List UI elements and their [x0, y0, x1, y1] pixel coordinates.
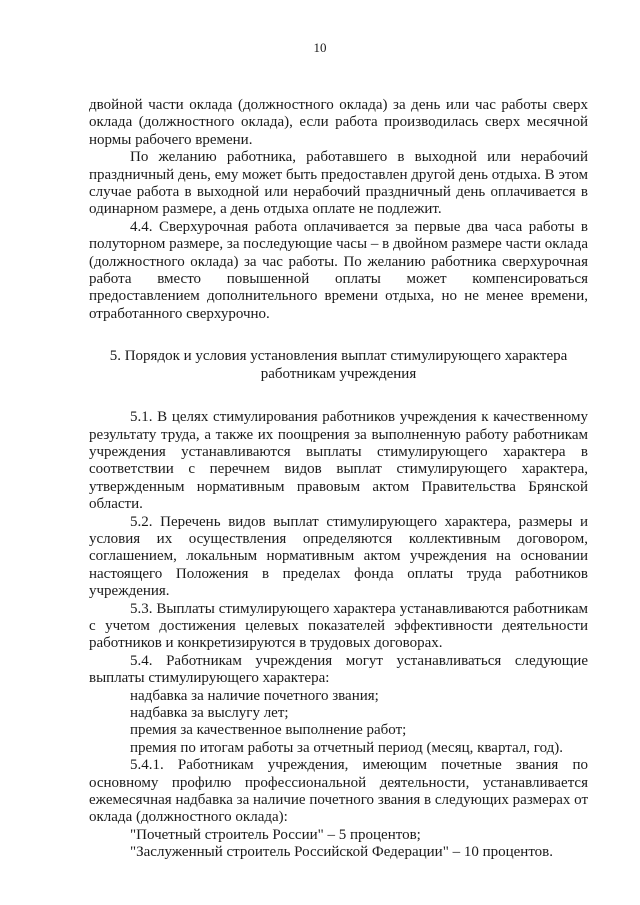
- section-5-heading: [89, 348, 588, 383]
- paragraph-overtime-pay-continued: двойной части оклада (должностного оклада) за день или час работы сверх оклада (должностного оклада), если работа производилась сверх месячной нормы рабочего времени.: [89, 97, 588, 148]
- paragraph-5-3: 5.3. Выплаты стимулирующего характера устанавливаются работникам с учетом достижения целевых показателей эффективности деятельности работников и конкретизируются в трудовых договорах.: [89, 600, 588, 652]
- list-item-quality-bonus: премия за качественное выполнение работ;: [130, 722, 407, 739]
- list-item-merited-builder-rf: "Заслуженный строитель Российской Федерации" – 10 процентов.: [130, 844, 554, 861]
- paragraph-4-4-overtime: 4.4. Сверхурочная работа оплачивается за первые два часа работы в полуторном размере, за последующие часы – в двойном размере части оклада (должностного оклада) за час работы. По желанию работника сверхурочная работа вместо повышенной оплаты может компенсироваться предоставлением дополнительного времени отдыха, но не менее времени, отработанного сверхурочно.: [89, 218, 588, 322]
- paragraph-5-2: 5.2. Перечень видов выплат стимулирующего характера, размеры и условия их осуществления определяются коллективным договором, соглашением, локальным нормативным актом учреждения на основании настоящего Положения в пределах фонда оплаты труда работников учреждения.: [89, 513, 588, 600]
- paragraph-holiday-work: По желанию работника, работавшего в выходной или нерабочий праздничный день, ему может быть предоставлен другой день отдыха. В этом случае работа в выходной или нерабочий праздничный день оплачивается в одинарном размере, а день отдыха оплате не подлежит.: [89, 149, 588, 218]
- paragraph-5-4-1: 5.4.1. Работникам учреждения, имеющим почетные звания по основному профилю профессиональной деятельности, устанавливается ежемесячная надбавка за наличие почетного звания в следующих размерах от оклада (должностного оклада):: [89, 757, 588, 826]
- section-5-heading-line1: 5. Порядок и условия установления выплат стимулирующего характера: [109, 348, 568, 365]
- list-item-period-bonus: премия по итогам работы за отчетный период (месяц, квартал, год).: [130, 739, 564, 756]
- list-item-honored-builder-russia: "Почетный строитель России" – 5 процентов;: [130, 826, 421, 843]
- section-5-heading-line2: работникам учреждения: [260, 365, 417, 382]
- list-item-seniority-bonus: надбавка за выслугу лет;: [130, 705, 289, 721]
- page-number: 10: [313, 40, 327, 55]
- paragraph-5-1: 5.1. В целях стимулирования работников учреждения к качественному результату труда, а также их поощрения за выполненную работу работникам учреждения устанавливаются выплаты стимулирующего характера в соответствии с перечнем видов выплат стимулирующего характера, утвержденным нормативным правовым актом Правительства Брянской области.: [89, 409, 588, 513]
- list-item-honorary-title-bonus: надбавка за наличие почетного звания;: [130, 687, 379, 704]
- paragraph-5-4: 5.4. Работникам учреждения могут устанавливаться следующие выплаты стимулирующего характера:: [89, 652, 588, 687]
- document-body: [89, 97, 588, 862]
